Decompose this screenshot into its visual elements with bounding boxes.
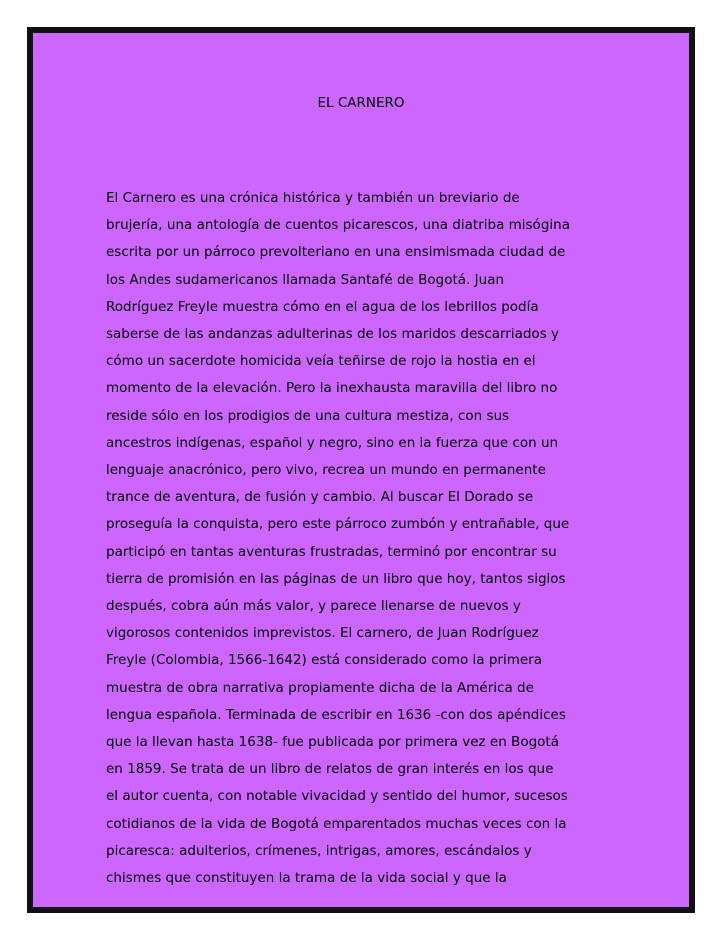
body-line: saberse de las andanzas adulterinas de los maridos descarriados y: [106, 326, 560, 343]
body-line: Rodríguez Freyle muestra cómo en el agua de los lebrillos podía: [106, 298, 539, 315]
body-line: ancestros indígenas, español y negro, sino en la fuerza que con un: [106, 434, 559, 451]
body-line: lengua española. Terminada de escribir en 1636 -con dos apéndices: [106, 706, 566, 723]
document-page: [27, 27, 695, 913]
body-line: El Carnero es una crónica histórica y también un breviario de: [106, 190, 520, 206]
body-line: Freyle (Colombia, 1566-1642) está considerado como la primera: [106, 652, 542, 669]
body-line: participó en tantas aventuras frustradas, terminó por encontrar su: [106, 543, 557, 560]
body-line: escrita por un párroco prevolteriano en una ensimismada ciudad de: [106, 244, 566, 261]
document-body: [106, 185, 666, 892]
body-line: tierra de promisión en las páginas de un libro que hoy, tantos siglos: [106, 570, 566, 587]
body-line: cotidianos de la vida de Bogotá emparentados muchas veces con la: [106, 815, 567, 832]
body-line: después, cobra aún más valor, y parece llenarse de nuevos y: [106, 598, 521, 615]
body-line: chismes que constituyen la trama de la vida social y que la: [106, 870, 507, 887]
body-line: que la llevan hasta 1638- fue publicada por primera vez en Bogotá: [106, 734, 559, 751]
body-line: momento de la elevación. Pero la inexhausta maravilla del libro no: [106, 380, 558, 397]
body-line: lenguaje anacrónico, pero vivo, recrea un mundo en permanente: [106, 462, 546, 479]
document-title: EL CARNERO: [317, 95, 405, 111]
body-line: proseguía la conquista, pero este párroco zumbón y entrañable, que: [106, 516, 570, 533]
body-line: picaresca: adulterios, crímenes, intrigas, amores, escándalos y: [106, 842, 532, 859]
body-line: el autor cuenta, con notable vivacidad y sentido del humor, sucesos: [106, 788, 568, 805]
body-line: trance de aventura, de fusión y cambio. Al buscar El Dorado se: [106, 489, 534, 506]
body-line: en 1859. Se trata de un libro de relatos de gran interés en los que: [106, 761, 554, 778]
body-line: muestra de obra narrativa propiamente dicha de la América de: [106, 679, 534, 696]
body-line: reside sólo en los prodigios de una cultura mestiza, con sus: [106, 407, 510, 424]
body-line: brujería, una antología de cuentos picarescos, una diatriba misógina: [106, 217, 570, 234]
body-line: cómo un sacerdote homicida veía teñirse de rojo la hostia en el: [106, 353, 536, 370]
body-line: vigorosos contenidos imprevistos. El carnero, de Juan Rodríguez: [106, 625, 539, 642]
body-line: los Andes sudamericanos llamada Santafé de Bogotá. Juan: [106, 271, 505, 288]
